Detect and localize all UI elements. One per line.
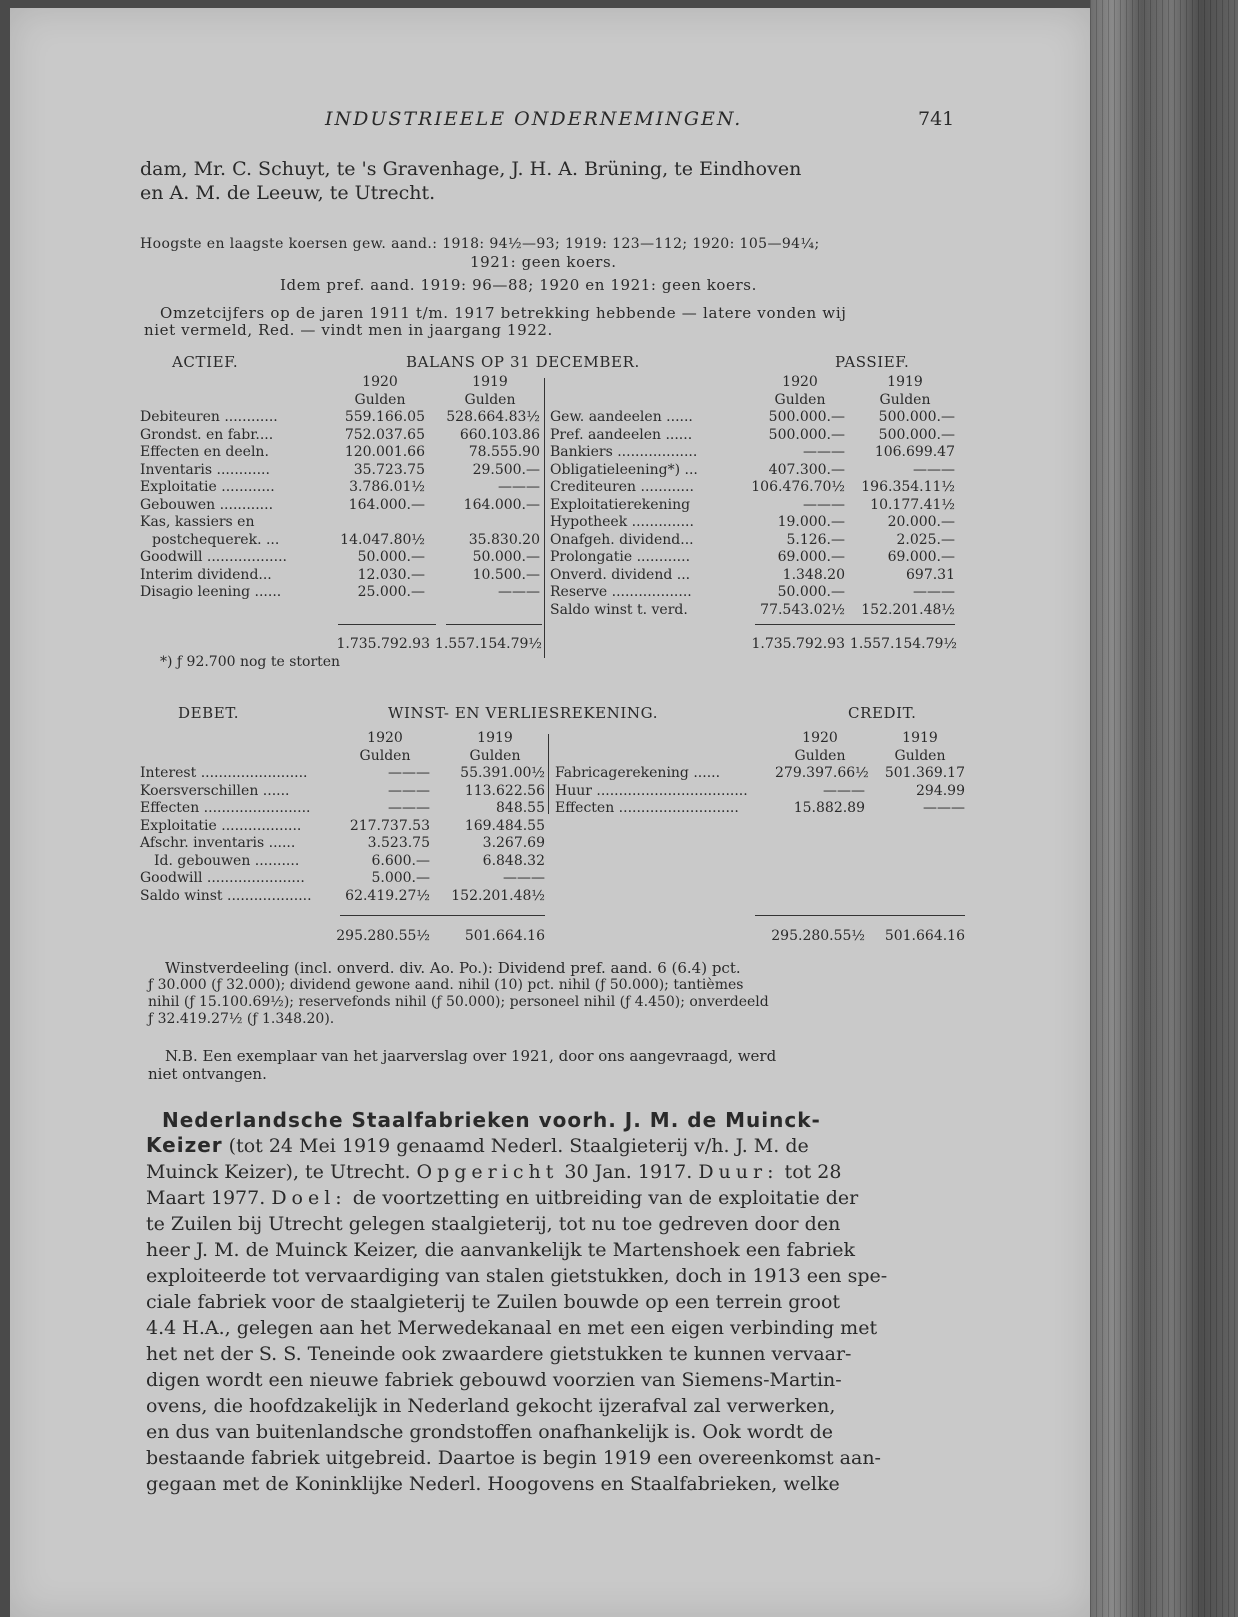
- winst-year-1920-left: 1920: [367, 730, 403, 746]
- winst-total-1919-left: 501.664.16: [464, 928, 545, 944]
- actief-1920-value: 25.000.—: [357, 584, 425, 600]
- winstverdeeling-line-1: Winstverdeeling (incl. onverd. div. Ao. Po.): Dividend pref. aand. 6 (6.4) pct.: [165, 959, 741, 977]
- debet-label: Exploitatie ..................: [140, 817, 302, 834]
- actief-label: Gebouwen ............: [140, 496, 274, 513]
- passief-label: Obligatieleening*) ...: [550, 461, 698, 478]
- passief-1919-value: 152.201.48½: [861, 601, 955, 618]
- credit-1919-value: ———: [923, 800, 965, 816]
- article-doel: Doel:: [271, 1187, 347, 1209]
- passief-1920-value: 500.000.—: [768, 426, 845, 443]
- debet-1920-value: ———: [388, 782, 430, 799]
- debet-1919-value: 113.622.56: [464, 782, 545, 799]
- book-page: [10, 8, 1090, 1617]
- running-header-title: INDUSTRIEELE ONDERNEMINGEN.: [325, 108, 743, 130]
- article-line: het net der S. S. Teneinde ook zwaardere gietstukken te kunnen vervaar-: [146, 1343, 852, 1365]
- omzet-line-2: niet vermeld, Red. — vindt men in jaargang 1922.: [144, 321, 553, 339]
- actief-1919-value: 35.830.20: [468, 531, 540, 548]
- winst-credit-heading: CREDIT.: [848, 704, 917, 722]
- credit-1919-values: [872, 765, 965, 818]
- article-line-2: [146, 1132, 809, 1159]
- actief-1920-value: 12.030.—: [357, 566, 425, 583]
- koersen-line-1: Hoogste en laagste koersen gew. aand.: 1918: 94½—93; 1919: 123—112; 1920: 105—94¼;: [140, 236, 820, 252]
- balans-unit-1919-right: Gulden: [879, 391, 931, 408]
- debet-1920-value: ———: [388, 800, 430, 816]
- credit-rule: [755, 915, 965, 916]
- nb-line-1: N.B. Een exemplaar van het jaarverslag over 1921, door ons aangevraagd, werd: [165, 1047, 777, 1065]
- debet-1919-value: 3.267.69: [482, 835, 545, 851]
- passief-label: Saldo winst t. verd.: [550, 601, 688, 618]
- article-line-3-a: Muinck Keizer), te Utrecht.: [146, 1161, 417, 1183]
- winst-unit-1919-right: Gulden: [894, 747, 946, 764]
- debet-labels: [140, 765, 350, 905]
- passief-1920-value: 106.476.70½: [751, 479, 845, 495]
- balans-year-1920-left: 1920: [362, 374, 398, 390]
- actief-1920-value: 3.786.01½: [349, 479, 425, 495]
- debet-1919-value: 169.484.55: [464, 817, 545, 834]
- passief-label: Reserve ..................: [550, 584, 692, 600]
- passief-label: Gew. aandeelen ......: [550, 409, 693, 425]
- article-line-3: [146, 1159, 841, 1185]
- winstverdeeling-line-4: ƒ 32.419.27½ (ƒ 1.348.20).: [148, 1011, 335, 1027]
- debet-1919-value: 6.848.32: [482, 852, 545, 869]
- intro-line-2: en A. M. de Leeuw, te Utrecht.: [140, 182, 436, 204]
- balans-divider: [544, 378, 545, 658]
- balans-table: [10, 374, 1090, 674]
- koersen-line-3: Idem pref. aand. 1919: 96—88; 1920 en 1921: geen koers.: [280, 276, 757, 294]
- article-line: heer J. M. de Muinck Keizer, die aanvankelijk te Martenshoek een fabriek: [146, 1239, 855, 1261]
- passief-label: Hypotheek ..............: [550, 514, 694, 530]
- actief-label: Debiteuren ............: [140, 409, 278, 425]
- debet-label: Id. gebouwen ..........: [154, 852, 300, 869]
- passief-label: Prolongatie ............: [550, 549, 691, 565]
- actief-1919-rule: [446, 624, 542, 625]
- debet-label: Interest ........................: [140, 765, 308, 781]
- debet-1920-values: [340, 765, 430, 905]
- actief-label: postchequerek. ...: [152, 531, 280, 548]
- winst-debet-heading: DEBET.: [178, 704, 240, 722]
- article-opgericht: Opgericht: [416, 1161, 559, 1183]
- article-title-line-1: Nederlandsche Staalfabrieken voorh. J. M. de Muinck-: [162, 1108, 821, 1132]
- balans-unit-1920-left: Gulden: [354, 391, 406, 408]
- actief-1920-rule: [338, 624, 436, 625]
- actief-1920-value: 120.001.66: [344, 444, 425, 460]
- article-line-4-b: de voortzetting en uitbreiding van de exploitatie der: [346, 1187, 859, 1209]
- actief-1920-value: 35.723.75: [353, 461, 425, 478]
- passief-1919-value: 10.177.41½: [870, 496, 955, 513]
- actief-1919-values: [435, 409, 540, 602]
- actief-1919-value: 10.500.—: [472, 566, 540, 583]
- credit-labels: [555, 765, 770, 818]
- debet-1919-value: 848.55: [496, 800, 545, 816]
- article-line-4: [146, 1185, 858, 1211]
- article-line: ovens, die hoofdzakelijk in Nederland gekocht ijzerafval zal verwerken,: [146, 1395, 836, 1417]
- balans-total-1920-right: 1.735.792.93: [751, 636, 845, 652]
- winst-divider: [548, 734, 549, 814]
- article-line-4-a: Maart 1977.: [146, 1187, 272, 1209]
- credit-1920-value: 15.882.89: [793, 800, 865, 816]
- passief-1920-value: 1.348.20: [782, 566, 845, 583]
- article-line: en dus van buitenlandsche grondstoffen onafhankelijk is. Ook wordt de: [146, 1421, 833, 1443]
- passief-1920-value: 500.000.—: [768, 409, 845, 425]
- winst-table: [10, 730, 1090, 950]
- passief-1920-value: 77.543.02½: [760, 601, 845, 618]
- passief-label: Onverd. dividend ...: [550, 566, 691, 583]
- actief-1919-value: ———: [498, 479, 540, 495]
- debet-1919-value: 152.201.48½: [451, 887, 545, 904]
- passief-1919-values: [850, 409, 955, 619]
- winst-year-1919-right: 1919: [902, 730, 938, 746]
- balans-passief-heading: PASSIEF.: [835, 353, 910, 371]
- debet-1919-value: 55.391.00½: [460, 765, 545, 781]
- passief-1919-value: ———: [913, 584, 955, 600]
- actief-1920-value: 559.166.05: [344, 409, 425, 425]
- debet-label: Saldo winst ...................: [140, 887, 312, 904]
- article-duur: Duur:: [698, 1161, 779, 1183]
- actief-1919-value: 29.500.—: [472, 461, 540, 478]
- passief-rule: [755, 624, 955, 625]
- passief-1920-value: 19.000.—: [777, 514, 845, 530]
- actief-1920-value: 164.000.—: [348, 496, 425, 513]
- debet-1920-value: ———: [388, 765, 430, 781]
- balans-year-1919-right: 1919: [887, 374, 923, 390]
- actief-label: Grondst. en fabr....: [140, 426, 274, 443]
- passief-1920-value: ———: [803, 496, 845, 513]
- passief-1919-value: 196.354.11½: [861, 479, 955, 495]
- credit-1919-value: 501.369.17: [884, 765, 965, 781]
- credit-1920-values: [775, 765, 869, 818]
- winst-total-1920-left: 295.280.55½: [336, 928, 430, 944]
- article-line: exploiteerde tot vervaardiging van stalen gietstukken, doch in 1913 een spe-: [146, 1265, 888, 1287]
- omzet-line-1: Omzetcijfers op de jaren 1911 t/m. 1917 betrekking hebbende — latere vonden wij: [160, 304, 847, 322]
- debet-label: Effecten ........................: [140, 800, 311, 816]
- actief-1919-value: 660.103.86: [459, 426, 540, 443]
- article-line-2-text: (tot 24 Mei 1919 genaamd Nederl. Staalgieterij v/h. J. M. de: [222, 1135, 809, 1157]
- passief-1919-value: 69.000.—: [887, 549, 955, 565]
- debet-1919-value: ———: [503, 870, 545, 886]
- debet-1920-value: 6.600.—: [371, 852, 430, 869]
- passief-label: Exploitatierekening: [550, 496, 691, 513]
- passief-1920-value: 50.000.—: [777, 584, 845, 600]
- debet-1919-values: [440, 765, 545, 905]
- debet-rule: [340, 915, 545, 916]
- balans-total-1920-left: 1.735.792.93: [336, 636, 430, 652]
- article-line-3-c: tot 28: [778, 1161, 842, 1183]
- passief-1919-value: 697.31: [906, 566, 955, 583]
- debet-1920-value: 5.000.—: [371, 870, 430, 886]
- actief-label: Inventaris ............: [140, 461, 270, 478]
- debet-1920-value: 217.737.53: [349, 817, 430, 834]
- article-line: bestaande fabriek uitgebreid. Daartoe is begin 1919 een overeenkomst aan-: [146, 1447, 881, 1469]
- winstverdeeling-line-3: nihil (ƒ 15.100.69½); reservefonds nihil (ƒ 50.000); personeel nihil (ƒ 4.450); onverdeeld: [148, 994, 769, 1010]
- nb-line-2: niet ontvangen.: [148, 1065, 267, 1083]
- actief-1919-value: 164.000.—: [463, 496, 540, 513]
- balans-unit-1920-right: Gulden: [774, 391, 826, 408]
- book-spine: [1090, 0, 1238, 1617]
- actief-label: Interim dividend...: [140, 566, 272, 583]
- debet-label: Afschr. inventaris ......: [140, 835, 296, 851]
- intro-line-1: dam, Mr. C. Schuyt, te 's Gravenhage, J. H. A. Brüning, te Eindhoven: [140, 158, 802, 180]
- actief-1919-value: 78.555.90: [468, 444, 540, 460]
- actief-1920-values: [330, 409, 425, 602]
- passief-1919-value: ———: [913, 461, 955, 478]
- article-line: te Zuilen bij Utrecht gelegen staalgieterij, tot nu toe gedreven door den: [146, 1213, 841, 1235]
- actief-1920-value: 752.037.65: [344, 426, 425, 443]
- balans-footnote: *) ƒ 92.700 nog te storten: [160, 654, 341, 670]
- balans-total-1919-right: 1.557.154.79½: [849, 636, 957, 652]
- balans-unit-1919-left: Gulden: [464, 391, 516, 408]
- article-title-line-2: Keizer: [146, 1133, 223, 1157]
- balans-actief-heading: ACTIEF.: [172, 353, 239, 371]
- credit-label: Huur ..................................: [555, 782, 748, 799]
- winst-title: WINST- EN VERLIESREKENING.: [388, 704, 659, 722]
- balans-year-1920-right: 1920: [782, 374, 818, 390]
- article-line: ciale fabriek voor de staalgieterij te Zuilen bouwde op een terrein groot: [146, 1291, 841, 1313]
- passief-1919-value: 2.025.—: [896, 531, 955, 548]
- spine-texture: [1090, 0, 1238, 1617]
- passief-1919-value: 500.000.—: [878, 409, 955, 425]
- credit-1920-value: 279.397.66½: [775, 765, 869, 781]
- credit-label: Effecten ...........................: [555, 800, 739, 816]
- koersen-line-2: 1921: geen koers.: [470, 253, 617, 271]
- winst-unit-1920-right: Gulden: [794, 747, 846, 764]
- winst-year-1919-left: 1919: [477, 730, 513, 746]
- actief-label: Exploitatie ............: [140, 479, 275, 495]
- article-line-3-b: 30 Jan. 1917.: [558, 1161, 699, 1183]
- winst-unit-1919-left: Gulden: [469, 747, 521, 764]
- passief-1920-values: [745, 409, 845, 619]
- passief-1920-value: 69.000.—: [777, 549, 845, 565]
- passief-label: Crediteuren ............: [550, 479, 694, 495]
- passief-label: Onafgeh. dividend...: [550, 531, 694, 548]
- passief-1919-value: 20.000.—: [887, 514, 955, 530]
- passief-1920-value: 5.126.—: [786, 531, 845, 548]
- actief-1919-value: 50.000.—: [472, 549, 540, 565]
- balans-title: BALANS OP 31 DECEMBER.: [406, 353, 640, 371]
- page-number: 741: [918, 108, 955, 130]
- actief-1920-value: [330, 514, 425, 532]
- winst-year-1920-right: 1920: [802, 730, 838, 746]
- winst-total-1919-right: 501.664.16: [884, 928, 965, 944]
- actief-labels: [140, 409, 330, 602]
- passief-1920-value: ———: [803, 444, 845, 460]
- passief-1919-value: 106.699.47: [874, 444, 955, 460]
- balans-year-1919-left: 1919: [472, 374, 508, 390]
- debet-1920-value: 62.419.27½: [345, 887, 430, 904]
- article-line: digen wordt een nieuwe fabriek gebouwd voorzien van Siemens-Martin-: [146, 1369, 842, 1391]
- passief-label: Bankiers ..................: [550, 444, 698, 460]
- actief-label: Disagio leening ......: [140, 584, 282, 600]
- article-line: gegaan met de Koninklijke Nederl. Hoogovens en Staalfabrieken, welke: [146, 1473, 840, 1495]
- passief-1920-value: 407.300.—: [768, 461, 845, 478]
- balans-total-1919-left: 1.557.154.79½: [434, 636, 542, 652]
- credit-label: Fabricagerekening ......: [555, 765, 721, 781]
- actief-1919-value: ———: [498, 584, 540, 600]
- credit-1919-value: 294.99: [916, 782, 965, 799]
- actief-1920-value: 14.047.80½: [340, 531, 425, 548]
- actief-1919-value: 528.664.83½: [446, 409, 540, 425]
- article-line: 4.4 H.A., gelegen aan het Merwedekanaal en met een eigen verbinding met: [146, 1317, 878, 1339]
- debet-label: Koersverschillen ......: [140, 782, 290, 799]
- winst-unit-1920-left: Gulden: [359, 747, 411, 764]
- actief-label: Kas, kassiers en: [140, 514, 255, 530]
- actief-1920-value: 50.000.—: [357, 549, 425, 565]
- winstverdeeling-line-2: ƒ 30.000 (ƒ 32.000); dividend gewone aand. nihil (10) pct. nihil (ƒ 50.000); tantièmes: [148, 977, 744, 993]
- actief-label: Effecten en deeln.: [140, 444, 269, 460]
- actief-1919-value: [435, 514, 540, 532]
- passief-labels: [550, 409, 750, 619]
- actief-label: Goodwill ..................: [140, 549, 287, 565]
- debet-label: Goodwill ......................: [140, 870, 305, 886]
- debet-1920-value: 3.523.75: [367, 835, 430, 851]
- passief-label: Pref. aandeelen ......: [550, 426, 693, 443]
- passief-1919-value: 500.000.—: [878, 426, 955, 443]
- winst-total-1920-right: 295.280.55½: [771, 928, 865, 944]
- credit-1920-value: ———: [823, 782, 865, 799]
